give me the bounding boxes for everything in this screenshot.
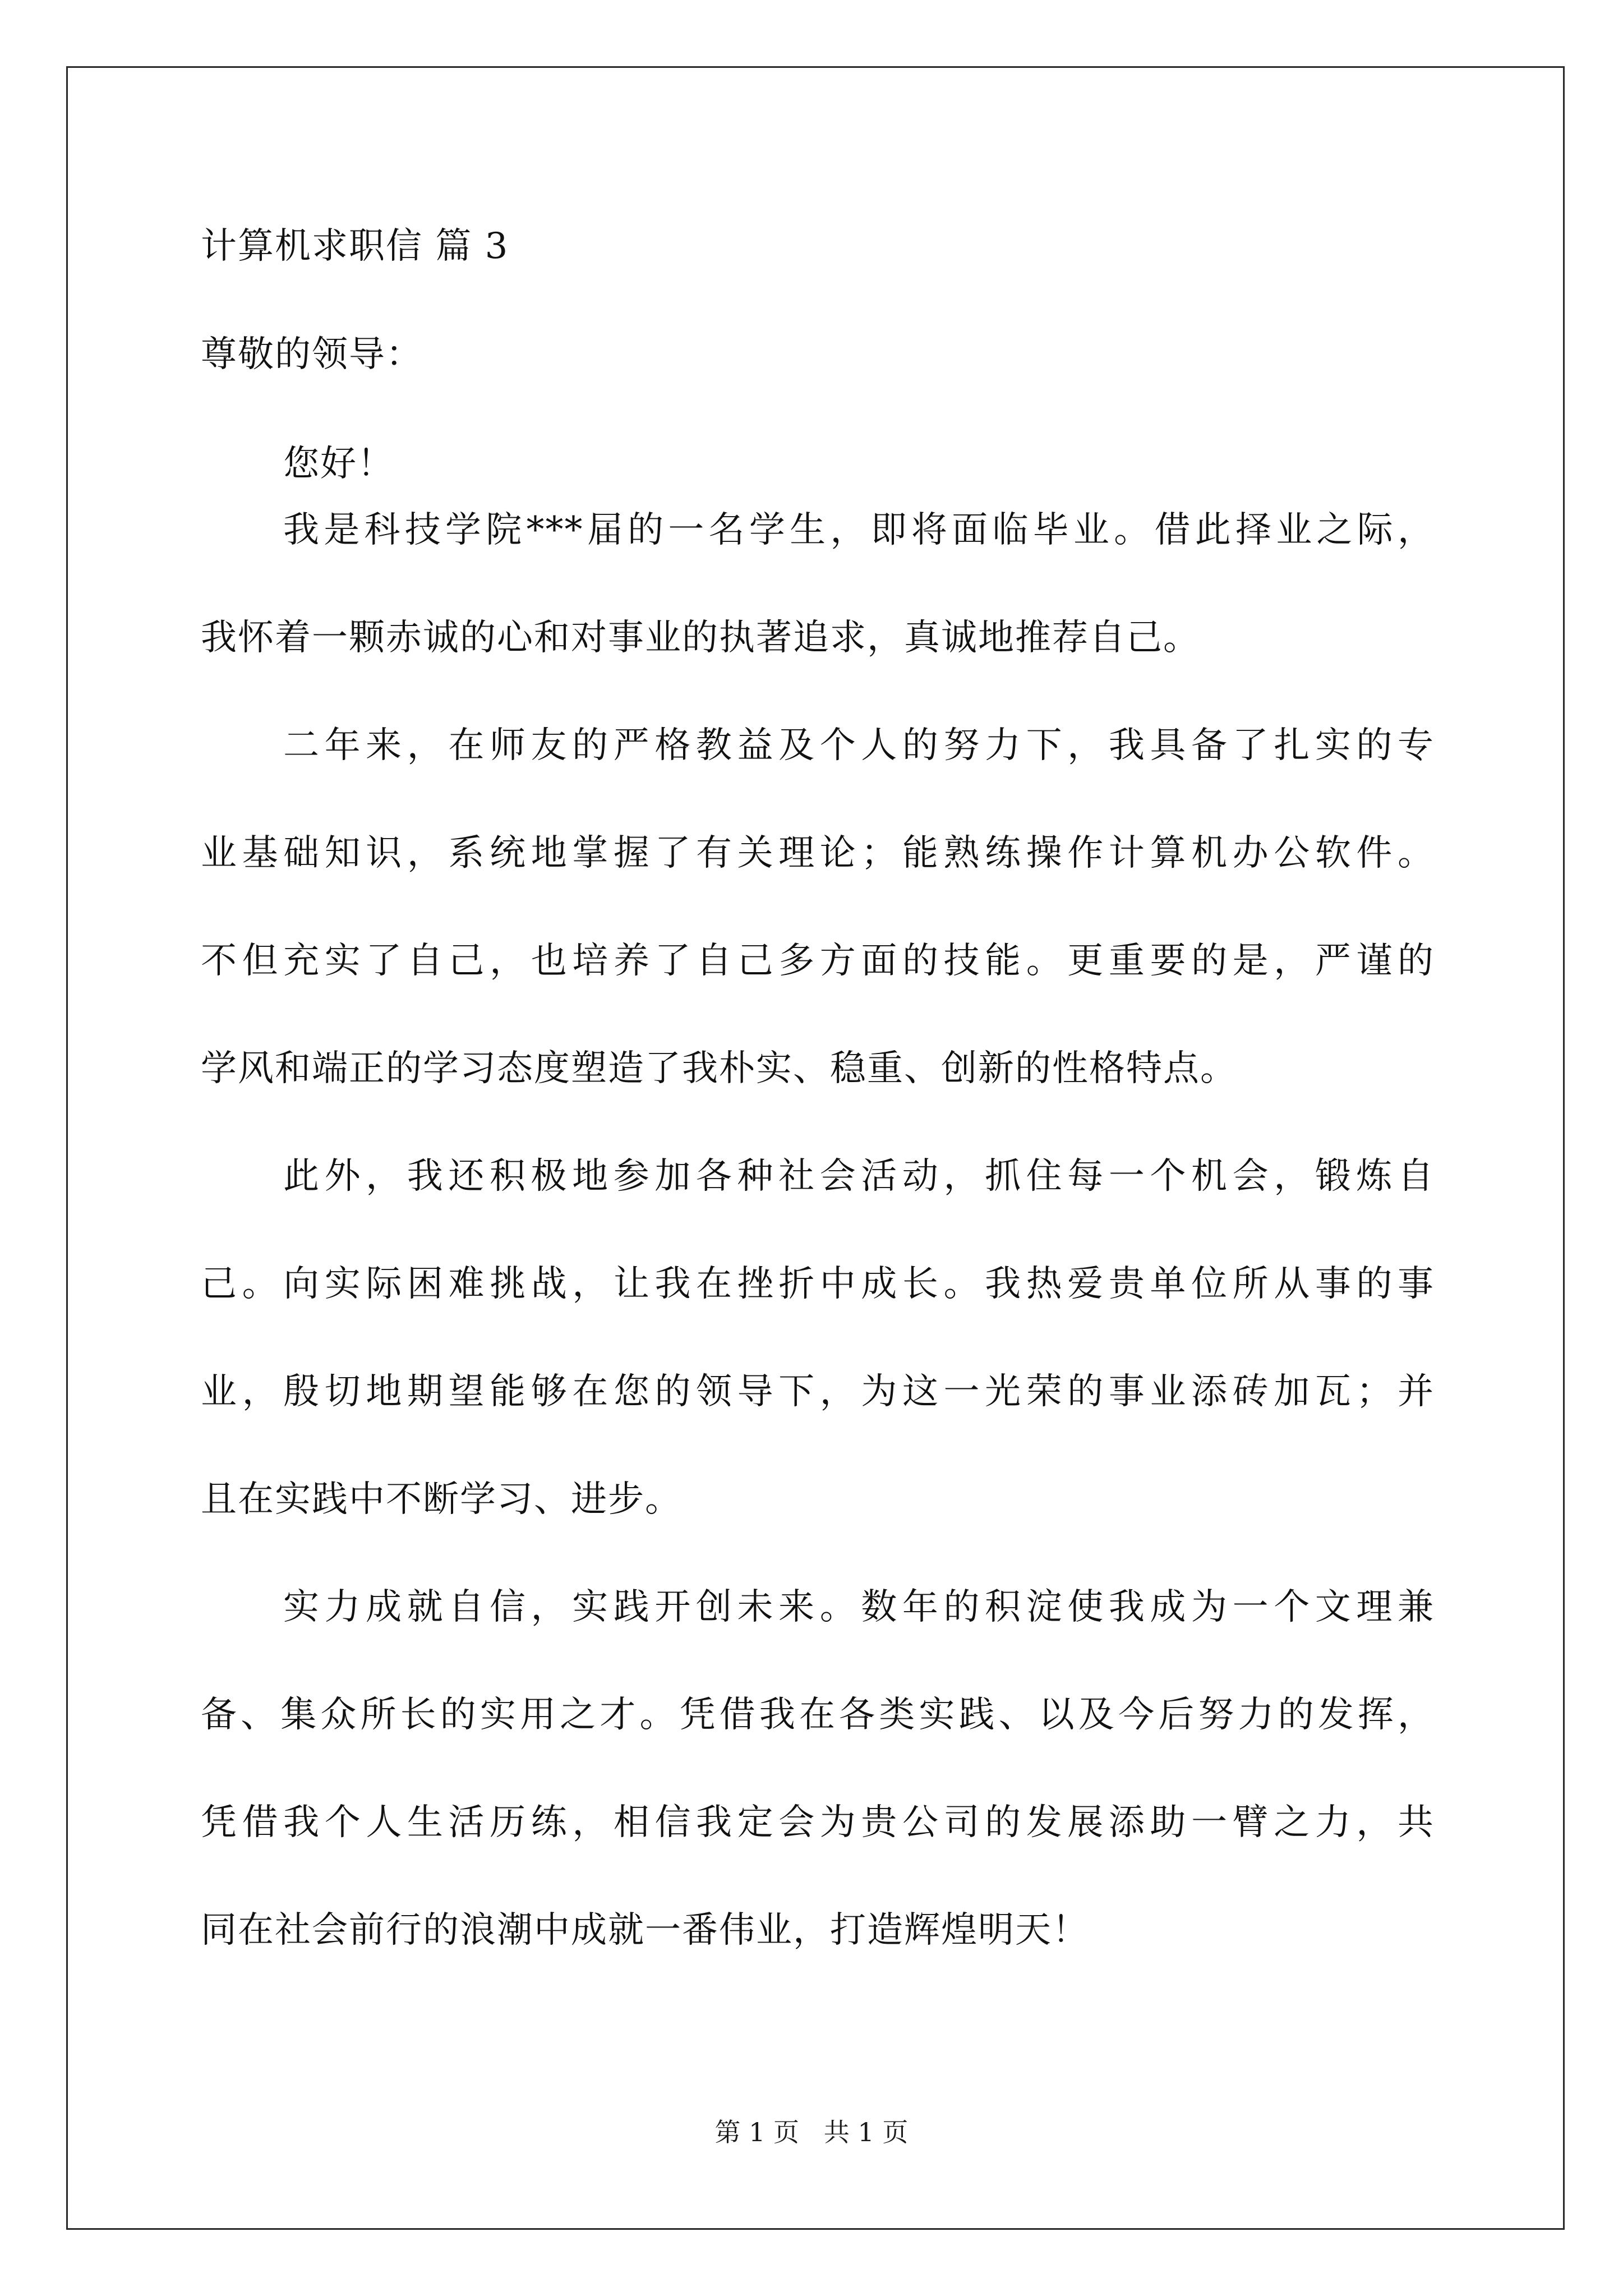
paragraph-4-line-2: 备、集众所长的实用之才。凭借我在各类实践、以及今后努力的发挥， (201, 1694, 1435, 1736)
paragraph-1-line-2: 我怀着一颗赤诚的心和对事业的执著追求，真诚地推荐自己。 (201, 617, 1200, 659)
page-border (66, 66, 1565, 2230)
paragraph-2-line-1: 二年来，在师友的严格教益及个人的努力下，我具备了扎实的专 (283, 725, 1435, 766)
paragraph-2-line-4: 学风和端正的学习态度塑造了我朴实、稳重、创新的性格特点。 (201, 1048, 1237, 1089)
paragraph-3-line-1: 此外，我还积极地参加各种社会活动，抓住每一个机会，锻炼自 (283, 1156, 1435, 1197)
paragraph-1-line-1: 我是科技学院***届的一名学生，即将面临毕业。借此择业之际， (283, 509, 1435, 551)
paragraph-4-line-3: 凭借我个人生活历练，相信我定会为贵公司的发展添助一臂之力，共 (201, 1802, 1435, 1843)
document-title: 计算机求职信 篇 3 (201, 226, 509, 267)
greeting: 您好！ (283, 443, 394, 485)
paragraph-3-line-2: 己。向实际困难挑战，让我在挫折中成长。我热爱贵单位所从事的事 (201, 1263, 1435, 1305)
paragraph-2-line-3: 不但充实了自己，也培养了自己多方面的技能。更重要的是，严谨的 (201, 940, 1435, 982)
page-number-footer: 第 1 页 共 1 页 (714, 2117, 909, 2147)
paragraph-3-line-4: 且在实践中不断学习、进步。 (201, 1479, 682, 1520)
paragraph-3-line-3: 业，殷切地期望能够在您的领导下，为这一光荣的事业添砖加瓦；并 (201, 1371, 1435, 1412)
paragraph-4-line-4: 同在社会前行的浪潮中成就一番伟业，打造辉煌明天！ (201, 1910, 1089, 1951)
paragraph-2-line-2: 业基础知识，系统地掌握了有关理论；能熟练操作计算机办公软件。 (201, 832, 1435, 874)
paragraph-4-line-1: 实力成就自信，实践开创未来。数年的积淀使我成为一个文理兼 (283, 1586, 1435, 1628)
salutation: 尊敬的领导： (201, 334, 423, 375)
